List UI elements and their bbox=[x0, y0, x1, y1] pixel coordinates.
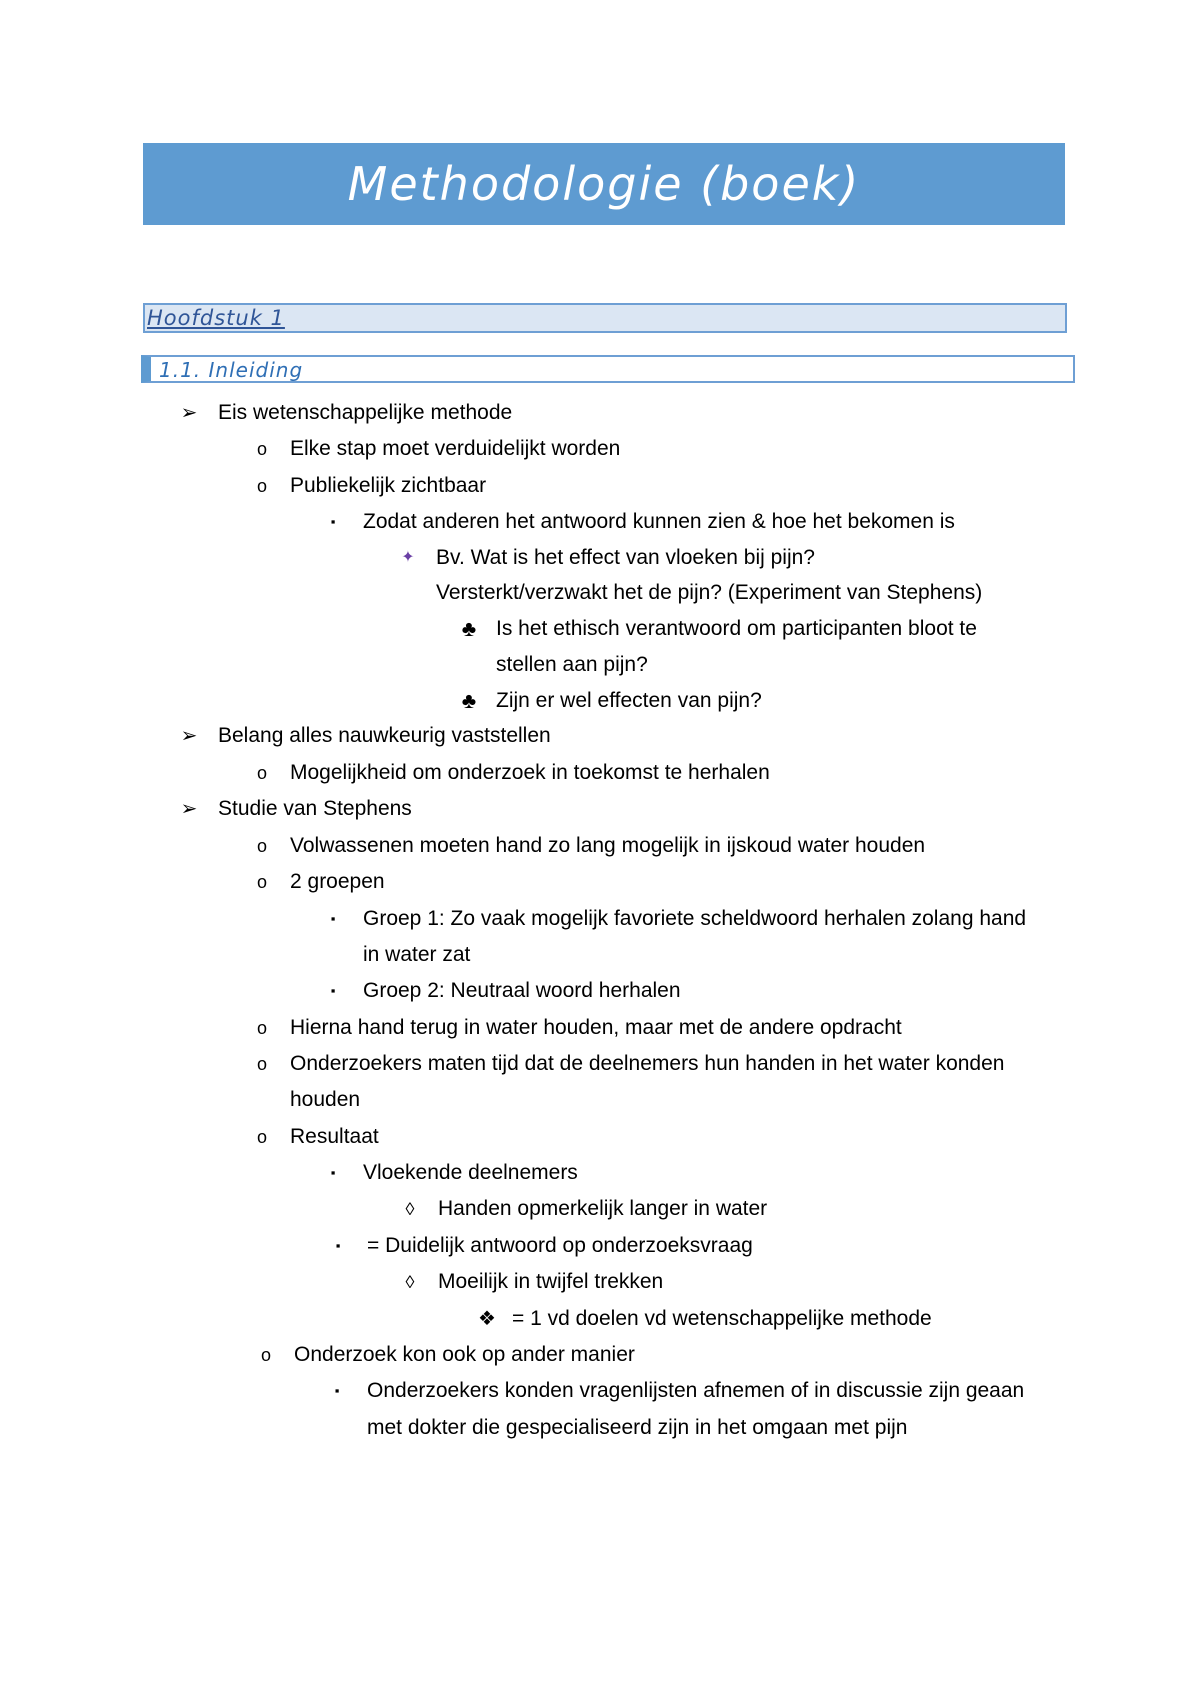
circle-bullet-icon: o bbox=[256, 872, 267, 892]
circle-bullet-icon: o bbox=[256, 439, 267, 459]
list-item: Handen opmerkelijk langer in water bbox=[438, 1197, 768, 1220]
circle-bullet-icon: o bbox=[256, 476, 267, 496]
list-item: Mogelijkheid om onderzoek in toekomst te herhalen bbox=[290, 761, 770, 784]
club-bullet-icon: ♣ bbox=[461, 688, 477, 713]
square-bullet-icon: ▪ bbox=[334, 1383, 340, 1398]
list-item: Zijn er wel effecten van pijn? bbox=[496, 689, 762, 712]
square-bullet-icon: ▪ bbox=[330, 983, 336, 998]
title-banner bbox=[143, 143, 1065, 225]
arrow-star-bullet-icon: ✦ bbox=[401, 549, 415, 566]
list-item: Onderzoekers maten tijd dat de deelnemers hun handen in het water konden bbox=[290, 1052, 1005, 1075]
heading-2: 1.1. Inleiding bbox=[159, 358, 304, 382]
square-bullet-icon: ▪ bbox=[330, 1165, 336, 1180]
list-item: Studie van Stephens bbox=[218, 797, 412, 820]
list-item: Publiekelijk zichtbaar bbox=[290, 474, 487, 497]
list-item: = 1 vd doelen vd wetenschappelijke methode bbox=[512, 1307, 932, 1330]
list-item: Volwassenen moeten hand zo lang mogelijk in ijskoud water houden bbox=[290, 834, 926, 857]
list-item: Bv. Wat is het effect van vloeken bij pijn? bbox=[436, 546, 815, 569]
heading-1-box bbox=[143, 303, 1067, 333]
list-item-continuation: stellen aan pijn? bbox=[496, 653, 648, 676]
circle-bullet-icon: o bbox=[256, 763, 267, 783]
four-diamond-bullet-icon: ❖ bbox=[478, 1308, 496, 1330]
document-title: Methodologie (boek) bbox=[347, 157, 861, 211]
circle-bullet-icon: o bbox=[260, 1345, 271, 1365]
arrow-bullet-icon: ➢ bbox=[180, 798, 198, 820]
list-item: Hierna hand terug in water houden, maar met de andere opdracht bbox=[290, 1016, 902, 1039]
list-item: Eis wetenschappelijke methode bbox=[218, 401, 513, 424]
list-item: = Duidelijk antwoord op onderzoeksvraag bbox=[367, 1234, 753, 1257]
club-bullet-icon: ♣ bbox=[461, 616, 477, 641]
list-item: Moeilijk in twijfel trekken bbox=[438, 1270, 664, 1293]
list-item-continuation: houden bbox=[290, 1088, 361, 1111]
list-item: Vloekende deelnemers bbox=[363, 1161, 578, 1184]
arrow-bullet-icon: ➢ bbox=[180, 402, 198, 424]
diamond-bullet-icon: ◊ bbox=[405, 1199, 415, 1219]
square-bullet-icon: ▪ bbox=[330, 911, 336, 926]
list-item: Elke stap moet verduidelijkt worden bbox=[290, 437, 621, 460]
square-bullet-icon: ▪ bbox=[330, 514, 336, 529]
list-item: Belang alles nauwkeurig vaststellen bbox=[218, 724, 551, 747]
arrow-bullet-icon: ➢ bbox=[180, 725, 198, 747]
list-item: 2 groepen bbox=[290, 870, 385, 893]
diamond-bullet-icon: ◊ bbox=[405, 1272, 415, 1292]
list-item: Onderzoekers konden vragenlijsten afnemen of in discussie zijn geaan bbox=[367, 1379, 1025, 1402]
list-item: Is het ethisch verantwoord om participanten bloot te bbox=[496, 617, 977, 640]
heading-2-box bbox=[141, 355, 1075, 383]
circle-bullet-icon: o bbox=[256, 1018, 267, 1038]
circle-bullet-icon: o bbox=[256, 1054, 267, 1074]
list-item: Resultaat bbox=[290, 1125, 379, 1148]
list-item-continuation: in water zat bbox=[363, 943, 471, 966]
circle-bullet-icon: o bbox=[256, 1127, 267, 1147]
heading-1: Hoofdstuk 1 bbox=[147, 306, 285, 330]
list-item: Zodat anderen het antwoord kunnen zien & hoe het bekomen is bbox=[363, 510, 955, 533]
list-item: Onderzoek kon ook op ander manier bbox=[294, 1343, 635, 1366]
circle-bullet-icon: o bbox=[256, 836, 267, 856]
list-item: Groep 1: Zo vaak mogelijk favoriete scheldwoord herhalen zolang hand bbox=[363, 907, 1027, 930]
square-bullet-icon: ▪ bbox=[335, 1238, 341, 1253]
list-item-continuation: met dokter die gespecialiseerd zijn in het omgaan met pijn bbox=[367, 1416, 908, 1439]
list-item: Groep 2: Neutraal woord herhalen bbox=[363, 979, 681, 1002]
list-item-continuation: Versterkt/verzwakt het de pijn? (Experiment van Stephens) bbox=[436, 581, 983, 604]
